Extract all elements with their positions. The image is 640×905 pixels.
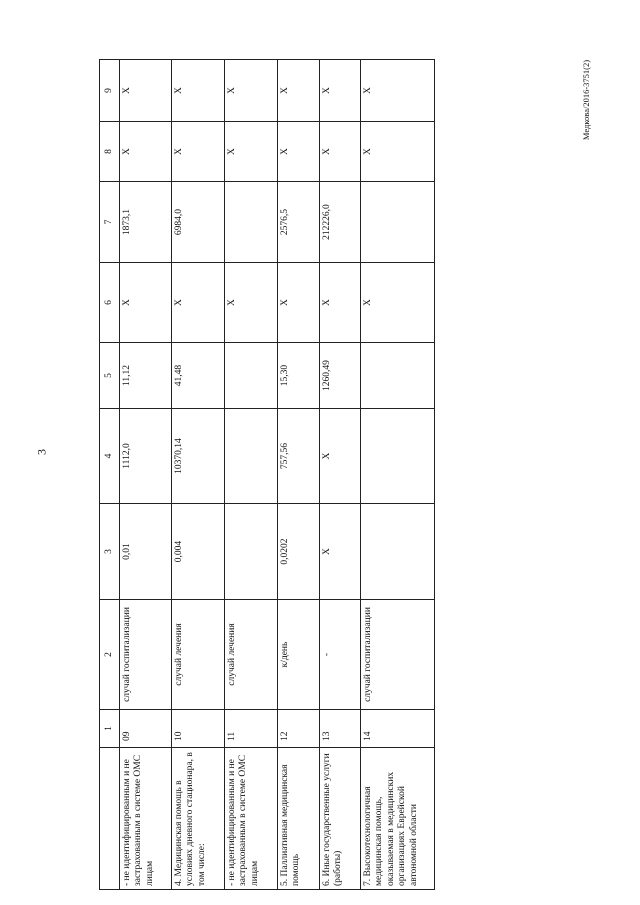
unit-cell: к/день — [278, 600, 320, 710]
header-cell: 9 — [100, 60, 120, 122]
value-cell: 15,30 — [278, 343, 320, 409]
value-cell: Х — [361, 60, 435, 122]
value-cell: Х — [120, 122, 172, 182]
table-container — [99, 60, 434, 890]
value-cell — [361, 409, 435, 504]
header-cell: 8 — [100, 122, 120, 182]
table-row — [361, 60, 435, 890]
row-code: 13 — [320, 710, 361, 748]
value-cell: Х — [278, 263, 320, 343]
header-cell: 3 — [100, 504, 120, 600]
value-cell: Х — [120, 263, 172, 343]
row-code: 14 — [361, 710, 435, 748]
value-cell — [225, 409, 278, 504]
table-row — [225, 60, 278, 890]
header-cell: 2 — [100, 600, 120, 710]
header-cell — [100, 748, 120, 890]
value-cell: 757,56 — [278, 409, 320, 504]
value-cell: Х — [320, 409, 361, 504]
unit-cell: случай лечения — [225, 600, 278, 710]
value-cell: Х — [225, 263, 278, 343]
page-number-text: 3 — [34, 449, 49, 455]
value-cell — [225, 504, 278, 600]
value-cell: 0,004 — [172, 504, 225, 600]
rotated-table-frame — [99, 60, 434, 890]
value-cell: 212226,0 — [320, 182, 361, 263]
row-name: - не идентифицированным и не застрахованным в системе ОМС лицам — [225, 748, 278, 890]
row-name: 6. Иные государственные услуги (работы) — [320, 748, 361, 890]
value-cell: 0,01 — [120, 504, 172, 600]
value-cell: Х — [120, 60, 172, 122]
header-cell: 1 — [100, 710, 120, 748]
table-row — [120, 60, 172, 890]
header-cell: 4 — [100, 409, 120, 504]
document-reference-text: Медкова/2016-3751(2) — [581, 59, 591, 141]
row-name: 5. Паллиативная медицинская помощь — [278, 748, 320, 890]
value-cell: Х — [278, 60, 320, 122]
medical-care-table — [99, 59, 435, 890]
value-cell: 0,0202 — [278, 504, 320, 600]
unit-cell: - — [320, 600, 361, 710]
table-row — [320, 60, 361, 890]
unit-cell: случай госпитализации — [120, 600, 172, 710]
unit-cell: случай лечения — [172, 600, 225, 710]
table-row — [278, 60, 320, 890]
row-code: 12 — [278, 710, 320, 748]
row-code: 11 — [225, 710, 278, 748]
value-cell: 41,48 — [172, 343, 225, 409]
header-cell: 7 — [100, 182, 120, 263]
row-name: 4. Медицинская помощь в условиях дневного стационара, в том числе: — [172, 748, 225, 890]
value-cell: Х — [320, 504, 361, 600]
value-cell: Х — [361, 263, 435, 343]
value-cell: Х — [320, 60, 361, 122]
header-row — [100, 60, 120, 890]
value-cell — [361, 343, 435, 409]
value-cell: 1112,0 — [120, 409, 172, 504]
document-reference — [579, 40, 593, 160]
value-cell: Х — [320, 122, 361, 182]
value-cell: 2576,5 — [278, 182, 320, 263]
header-cell: 6 — [100, 263, 120, 343]
row-code: 09 — [120, 710, 172, 748]
value-cell: Х — [361, 122, 435, 182]
value-cell — [225, 343, 278, 409]
row-name: - не идентифицированным и не застрахованным в системе ОМС лицам — [120, 748, 172, 890]
row-code: 10 — [172, 710, 225, 748]
value-cell: 6984,0 — [172, 182, 225, 263]
value-cell: 1260,49 — [320, 343, 361, 409]
value-cell — [361, 504, 435, 600]
value-cell: Х — [320, 263, 361, 343]
value-cell: Х — [172, 263, 225, 343]
value-cell: 1873,1 — [120, 182, 172, 263]
value-cell: Х — [225, 122, 278, 182]
value-cell: 11,12 — [120, 343, 172, 409]
unit-cell: случай госпитализации — [361, 600, 435, 710]
value-cell: 10370,14 — [172, 409, 225, 504]
value-cell — [361, 182, 435, 263]
row-name: 7. Высокотехнологичная медицинская помощь, оказываемая в медицинских организациях Еврейской автономной области — [361, 748, 435, 890]
value-cell — [225, 182, 278, 263]
table-row — [172, 60, 225, 890]
header-cell: 5 — [100, 343, 120, 409]
value-cell: Х — [172, 122, 225, 182]
value-cell: Х — [172, 60, 225, 122]
page-number — [36, 440, 48, 464]
value-cell: Х — [278, 122, 320, 182]
value-cell: Х — [225, 60, 278, 122]
